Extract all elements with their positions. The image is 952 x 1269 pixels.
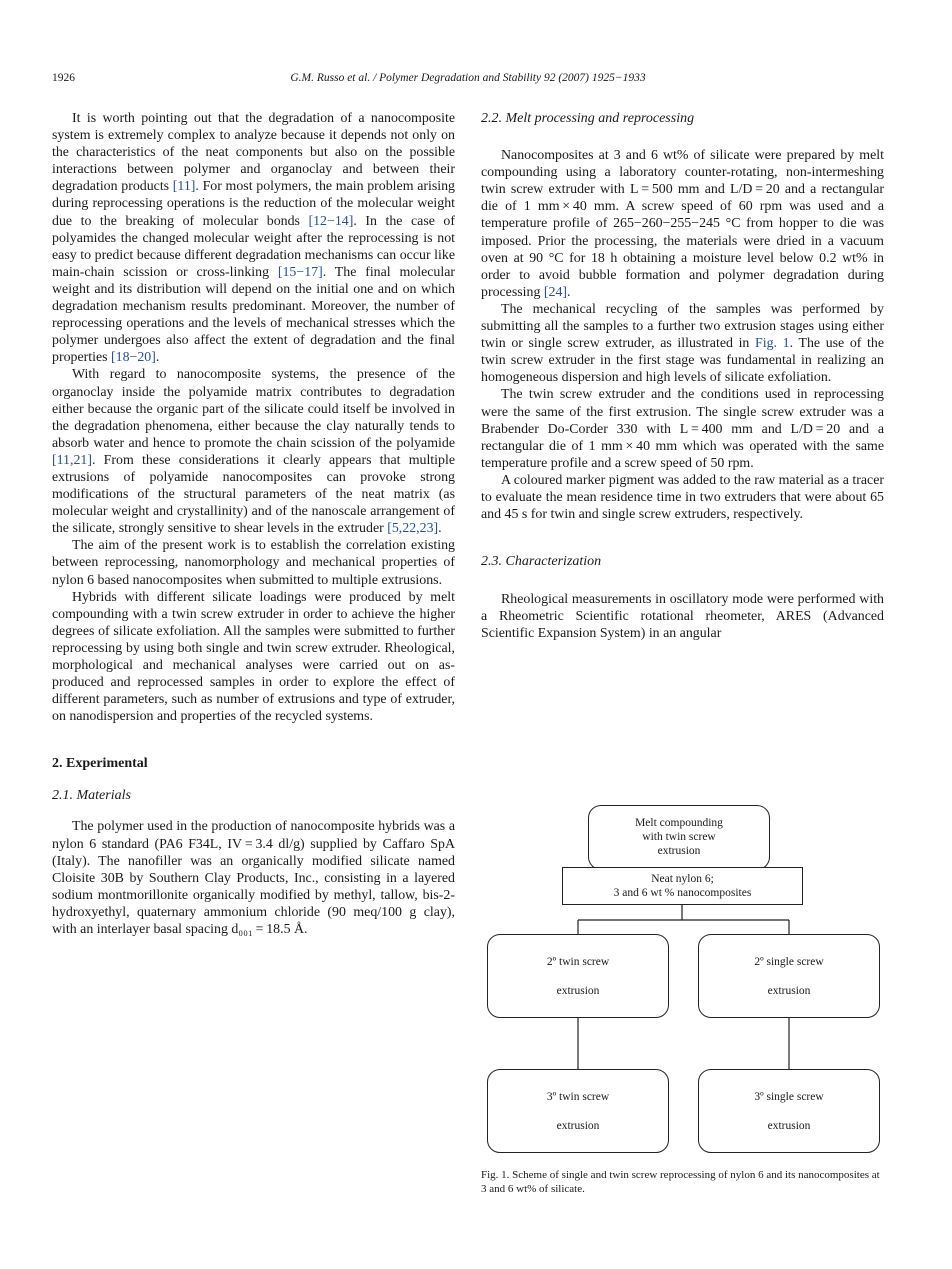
flow-box-third-twin: 3º twin screw extrusion [487, 1069, 669, 1153]
page-header [52, 72, 884, 90]
paragraph [52, 818, 455, 938]
text-run: With regard to nanocomposite systems, the presence of the organoclay inside the polyamide matrix contributes to degradation either because the organic part of the silicate could itself be involved in the degradation phenomena, either because the clay naturally tends to absorb water and hence to promote the chain scission of the polyamide [52, 367, 455, 451]
text-run: The mechanical recycling of the samples was performed by submitting all the samples to a further two extrusion stages using either twin or single screw extruder, as illustrated in [481, 301, 884, 352]
text-run: The polymer used in the production of nanocomposite hybrids was a nylon 6 standard (PA6 F34L, IV = 3.4 dl/g) supplied by Caffaro SpA (Italy). The nanofiller was an organically modified silicate named Cloisite 30B by Southern Clay Products, Inc., consisting in a layered sodium montmorillonite organically modified by methyl, tallow, bis-2-hydroxyethyl, quaternary ammonium chloride (90 meq/100 g clay), with an interlayer basal spacing d₀₀₁ = 18.5 Å. [52, 819, 455, 938]
flow-box-third-single: 3º single screw extrusion [698, 1069, 880, 1153]
citation-link[interactable]: [18−20] [111, 350, 156, 366]
text-run: . [567, 284, 571, 300]
paragraph [481, 386, 884, 471]
running-head: G.M. Russo et al. / Polymer Degradation and Stability 92 (2007) 1925−1933 [290, 72, 646, 84]
text-run: . The final molecular weight and its distribution will depend on the initial one and on which degradation mechanism results predominant. Moreover, the number of reprocessing operations and the levels of mechanical stresses which the polymer undergoes also affect the extent of degradation and the final properties [52, 264, 455, 366]
left-column [52, 110, 455, 938]
subsection-heading: 2.1. Materials [52, 788, 131, 804]
citation-link[interactable]: [11] [172, 179, 196, 195]
figure-1-flowchart [481, 800, 884, 1160]
paragraph [52, 366, 455, 537]
citation-link[interactable]: [15−17] [277, 264, 323, 280]
paragraph [481, 147, 884, 301]
text-run: . [438, 521, 442, 537]
flow-box-second-single: 2º single screw extrusion [698, 934, 880, 1018]
paragraph [481, 301, 884, 386]
text-run: It is worth pointing out that the degradation of a nanocomposite system is extremely complex to analyze because it depends not only on the characteristics of the neat components but also on the possible interactions between polymer and organoclay and between their degradation products [52, 111, 455, 195]
citation-link[interactable]: [11,21] [52, 452, 92, 468]
page-number: 1926 [52, 72, 75, 84]
subsection-heading: 2.2. Melt processing and reprocessing [481, 111, 695, 126]
text-run: Hybrids with different silicate loadings were produced by melt compounding with a twin screw extruder in order to achieve the higher degrees of silicate exfoliation. All the samples were submitted to further reprocessing by using both single and twin screw extruder. Rheological, morphological and mechanical analyses were carried out on as-produced and reprocessed samples in order to explore the effect of different parameters, such as number of extrusions and type of extruder, on nanodispersion and properties of the recycled systems. [52, 589, 455, 725]
text-run: Rheological measurements in oscillatory mode were performed with a Rheometric Scientific rotational rheometer, ARES (Advanced Scientific Expansion System) in an angular [481, 592, 884, 642]
text-run: . In the case of polyamides the changed molecular weight after the reprocessing is not easy to predict because different degradation mechanisms can occur like main-chain scission or cross-linking [52, 213, 455, 280]
paragraph [481, 472, 884, 523]
citation-link[interactable]: [12−14] [308, 213, 354, 229]
paragraph [52, 537, 455, 588]
text-run: . From these considerations it clearly appears that multiple extrusions of polyamide nanocomposites can provoke strong modifications of the structural parameters of the neat matrix (as molecular weight and crystallinity) and of the nanoscale arrangement of the silicate, strongly sensitive to shear levels in the extruder [52, 452, 455, 537]
section-heading: 2. Experimental [52, 756, 148, 772]
text-run: . [155, 350, 160, 366]
text-run: . For most polymers, the main problem arising during reprocessing operations is the reduction of the molecular weight due to the breaking of molecular bonds [52, 179, 455, 229]
flow-box-melt-compounding: Melt compounding with twin screw extrusion [588, 805, 770, 870]
citation-link[interactable]: [24] [543, 284, 568, 300]
paragraph [52, 589, 455, 726]
flow-box-second-twin: 2º twin screw extrusion [487, 934, 669, 1018]
right-column [481, 110, 884, 643]
paragraph [52, 110, 455, 366]
paragraph [481, 591, 884, 642]
text-run: A coloured marker pigment was added to the raw material as a tracer to evaluate the mean residence time in two extruders that were about 65 and 45 s for twin and single screw extruders, respectively. [481, 472, 884, 523]
subsection-heading: 2.3. Characterization [481, 554, 602, 570]
flow-box-neat-nylon: Neat nylon 6; 3 and 6 wt % nanocomposites [562, 867, 803, 905]
text-run: The twin screw extruder and the conditions used in reprocessing were the same of the first extrusion. The single screw extruder was a Brabender Do-Corder 330 with L = 400 mm and L/D = 20 and a rectangular die of 1 mm × 40 mm which was operated with the same temperature profile and a screw speed of 50 rpm. [481, 387, 884, 471]
figure-caption: Fig. 1. Scheme of single and twin screw reprocessing of nylon 6 and its nanocomposites at 3 and 6 wt% of silicate. [481, 1169, 880, 1195]
text-run: The aim of the present work is to establish the correlation existing between reprocessing, nanomorphology and mechanical properties of nylon 6 based nanocomposites when submitted to multiple extrusions. [52, 538, 455, 588]
text-run: Nanocomposites at 3 and 6 wt% of silicate were prepared by melt compounding using a laboratory counter-rotating, non-intermeshing twin screw extruder with L = 500 mm and L/D = 20 and a rectangular die of 1 mm × 40 mm. A screw speed of 60 rpm was used and a temperature profile of 265−260−255−245 °C from hopper to die was imposed. Prior the processing, the materials were dried in a vacuum oven at 90 °C for 18 h obtaining a moisture level below 0.2 wt% in order to avoid bubble formation and polymer degradation during processing [481, 148, 884, 300]
citation-link[interactable]: [5,22,23] [387, 521, 439, 537]
citation-link[interactable]: Fig. 1 [755, 336, 790, 352]
text-run: . The use of the twin screw extruder in the first stage was fundamental in realizing an homogeneous dispersion and high levels of silicate exfoliation. [481, 336, 885, 386]
